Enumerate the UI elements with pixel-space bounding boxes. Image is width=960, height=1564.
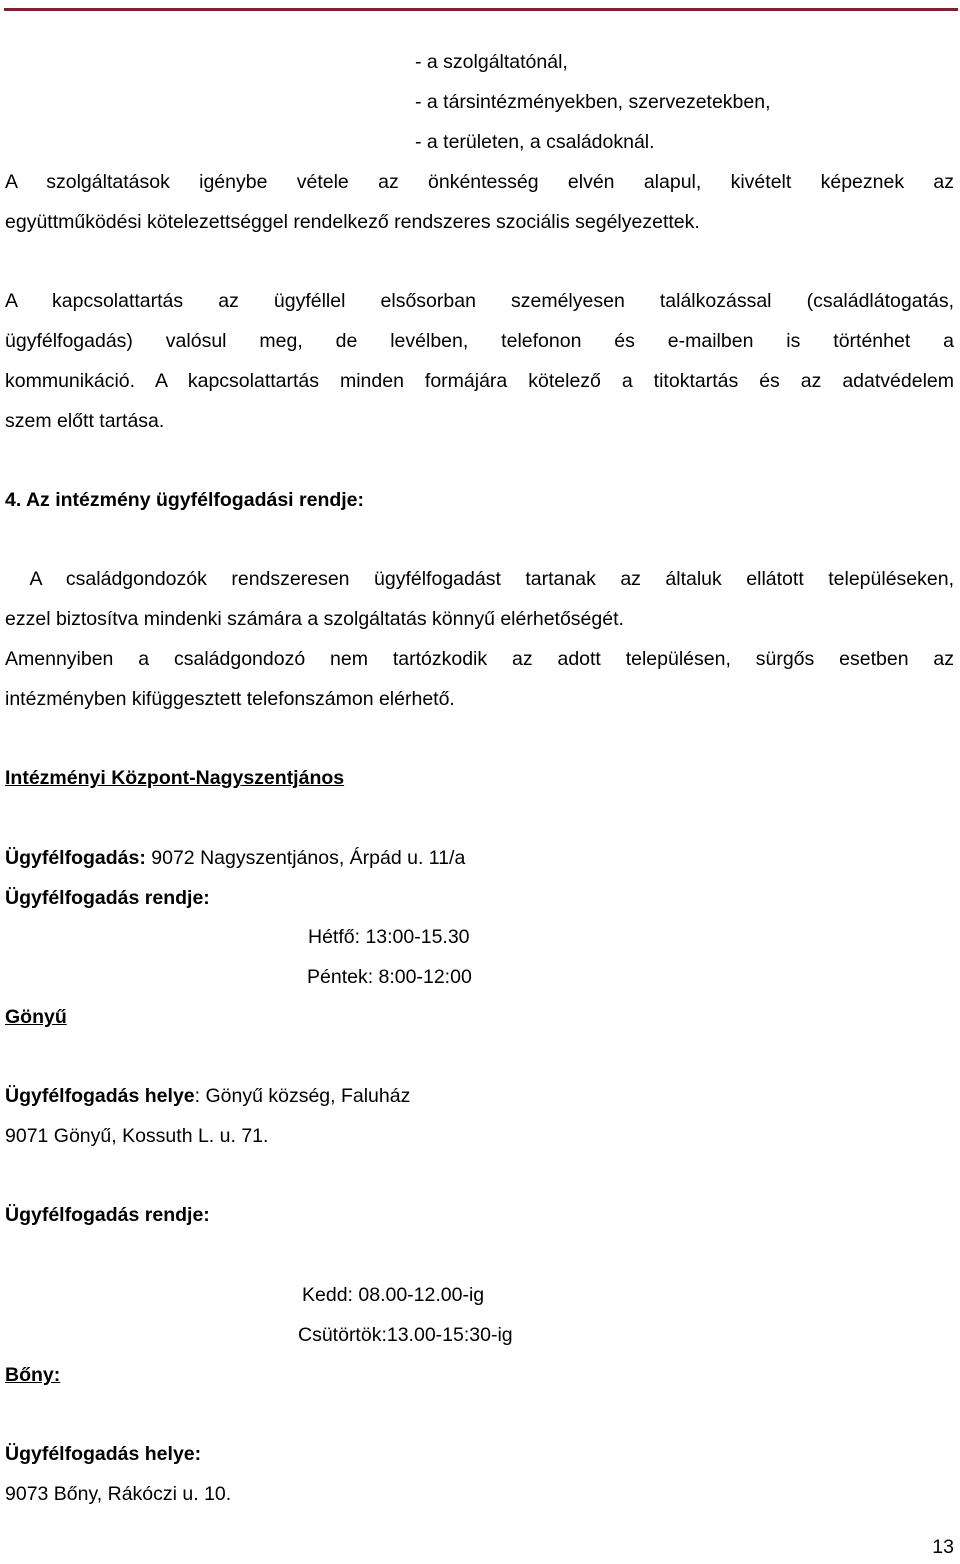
paragraph-line: együttműködési kötelezettséggel rendelkező rendszeres szociális segélyezettek. xyxy=(5,211,700,233)
paragraph-line: szem előtt tartása. xyxy=(5,410,165,432)
paragraph-line: kommunikáció. A kapcsolattartás minden formájára kötelező a titoktartás és az adatvédelem xyxy=(5,370,954,392)
paragraph-line: ezzel biztosítva mindenki számára a szolgáltatás könnyű elérhetőségét. xyxy=(5,608,624,630)
header-rule xyxy=(4,8,958,11)
center-hours-item: Péntek: 8:00-12:00 xyxy=(307,966,472,988)
paragraph-line: Amennyiben a családgondozó nem tartózkodik az adott településen, sürgős esetben az xyxy=(5,648,954,670)
list-item: - a szolgáltatónál, xyxy=(415,51,568,73)
bony-heading-text: Bőny: xyxy=(5,1364,61,1386)
gonyu-heading xyxy=(5,997,954,1037)
paragraph-line: intézményben kifüggesztett telefonszámon elérhető. xyxy=(5,688,455,710)
location-value: : Gönyű község, Faluház xyxy=(194,1085,411,1107)
paragraph-line: A szolgáltatások igénybe vétele az önkéntesség elvén alapul, kivételt képeznek az xyxy=(5,171,954,193)
paragraph-line: ügyfélfogadás) valósul meg, de levélben, telefonon és e-mailben is történhet a xyxy=(5,330,954,352)
bony-address: 9073 Bőny, Rákóczi u. 10. xyxy=(5,1483,232,1505)
list-item: - a társintézményekben, szervezetekben, xyxy=(415,91,771,113)
center-heading-text: Intézményi Központ-Nagyszentjános xyxy=(5,767,345,789)
paragraph-line: A kapcsolattartás az ügyféllel elsősorban személyesen találkozással (családlátogatás, xyxy=(5,290,954,312)
gonyu-heading-text: Gönyű xyxy=(5,1006,67,1028)
section-heading: 4. Az intézmény ügyfélfogadási rendje: xyxy=(5,489,365,511)
gonyu-address: 9071 Gönyű, Kossuth L. u. 71. xyxy=(5,1125,269,1147)
center-schedule-label: Ügyfélfogadás rendje: xyxy=(5,887,210,909)
gonyu-schedule-label: Ügyfélfogadás rendje: xyxy=(5,1204,210,1226)
page-number: 13 xyxy=(932,1536,954,1558)
gonyu-location-line xyxy=(5,1076,954,1116)
gonyu-hours-item: Kedd: 08.00-12.00-ig xyxy=(302,1284,485,1306)
gonyu-hours-item: Csütörtök:13.00-15:30-ig xyxy=(298,1324,513,1346)
reception-label: Ügyfélfogadás: xyxy=(5,847,146,869)
location-label: Ügyfélfogadás helye xyxy=(5,1085,195,1107)
reception-address: 9072 Nagyszentjános, Árpád u. 11/a xyxy=(145,847,466,869)
center-hours-item: Hétfő: 13:00-15.30 xyxy=(308,926,470,948)
list-item: - a területen, a családoknál. xyxy=(415,131,655,153)
center-reception-line xyxy=(5,838,954,878)
center-heading xyxy=(5,758,954,798)
bony-location-label: Ügyfélfogadás helye: xyxy=(5,1443,202,1465)
bony-heading xyxy=(5,1355,954,1395)
paragraph-line: A családgondozók rendszeresen ügyfélfogadást tartanak az általuk ellátott településeken, xyxy=(5,568,954,590)
